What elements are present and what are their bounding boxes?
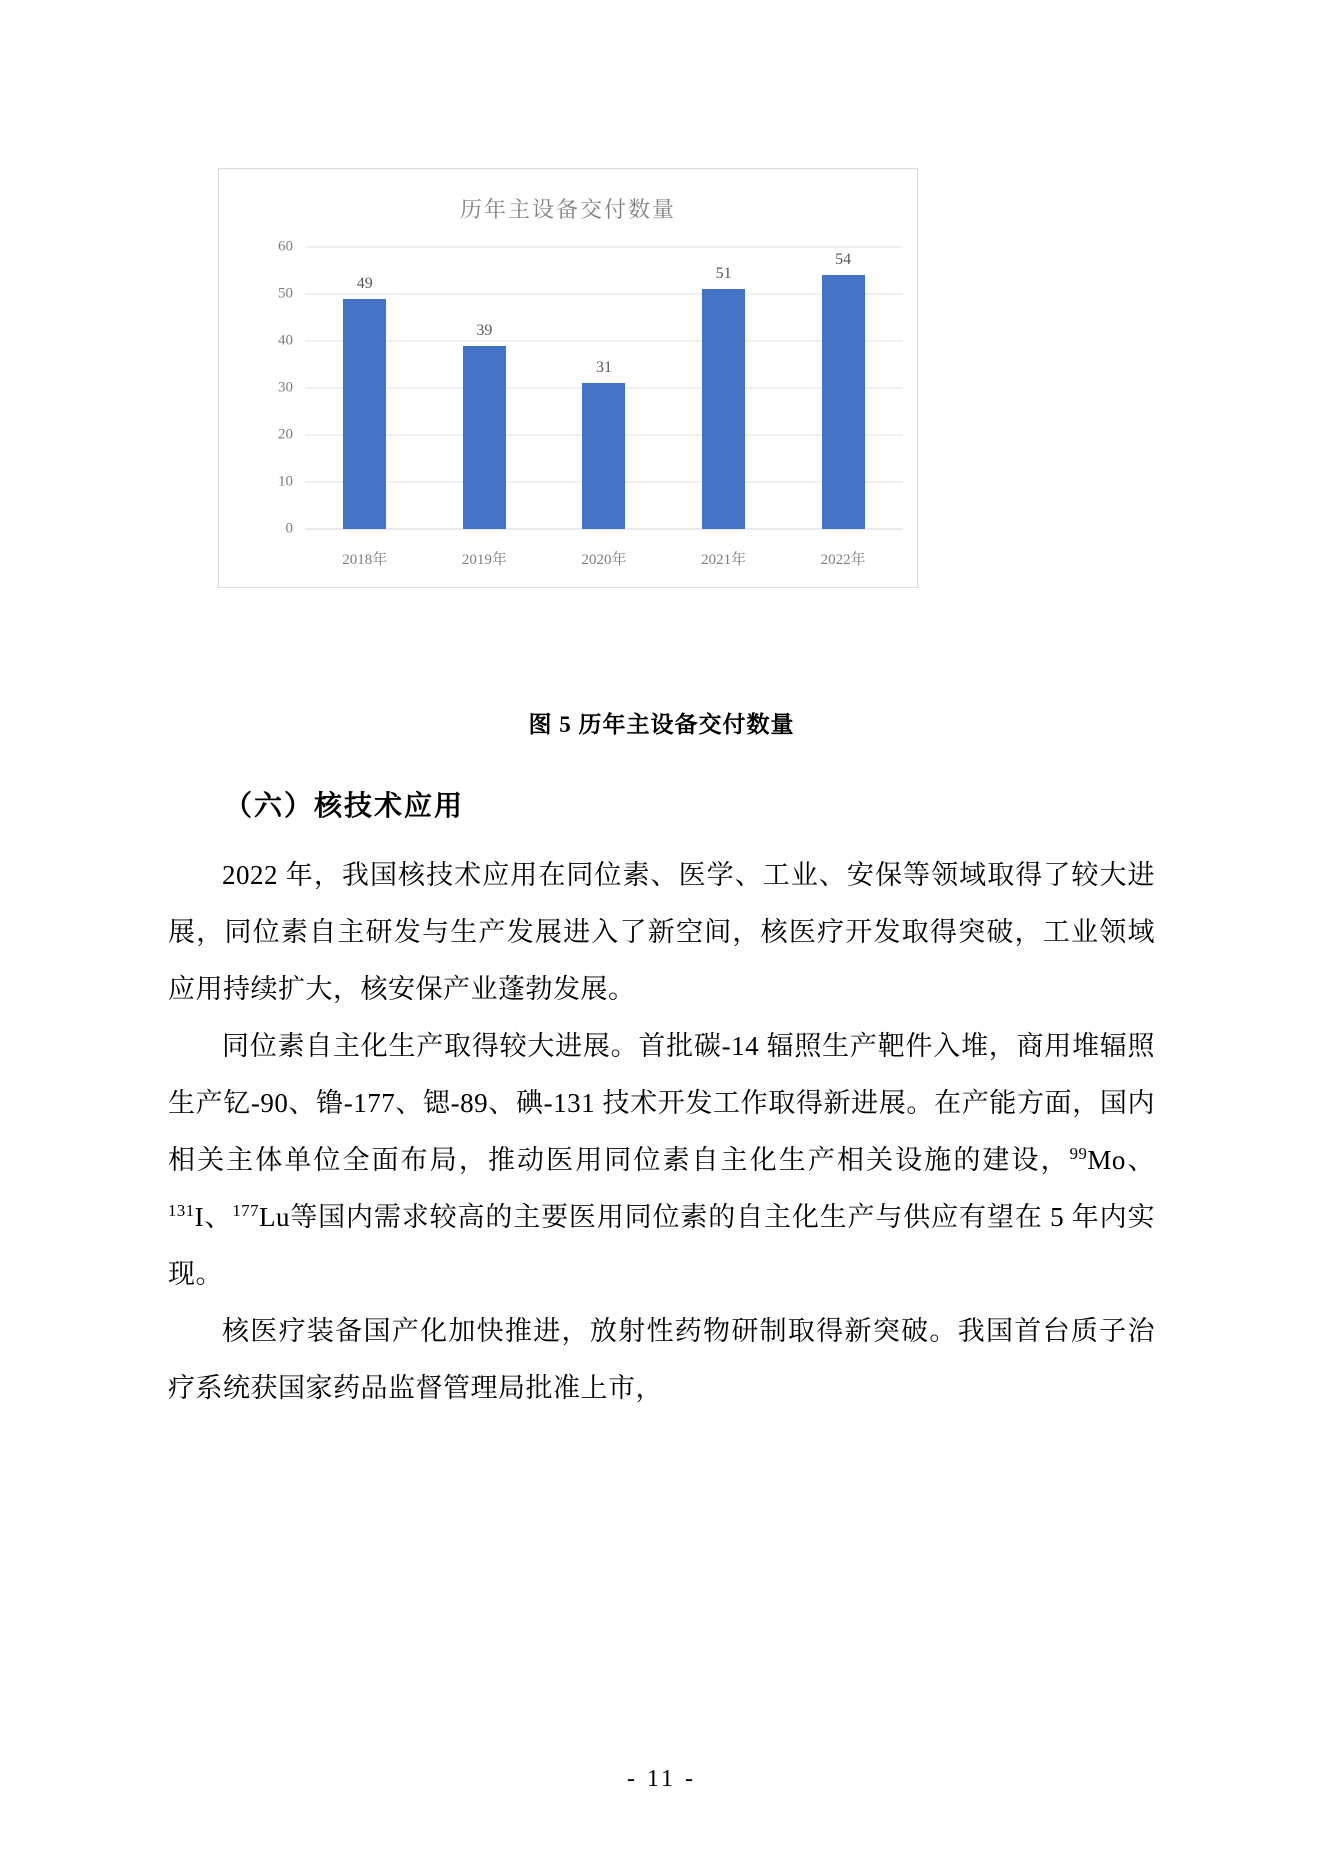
page-number-footer: - 11 - (626, 1766, 697, 1792)
chart-y-tick: 10 (278, 473, 293, 490)
chart-y-tick: 30 (278, 379, 293, 396)
chart-title: 历年主设备交付数量 (459, 197, 676, 222)
chart-bar-value-label: 39 (476, 321, 493, 339)
chart-bar (463, 346, 506, 529)
chart-bar-column (783, 247, 903, 529)
chart-y-tick: 20 (278, 426, 293, 443)
chart-bar-column (305, 247, 425, 529)
chart-bar (702, 289, 745, 529)
isotope-lu (232, 1202, 290, 1232)
figure-chart-container (218, 168, 918, 588)
figure-caption: 图 5 历年主设备交付数量 (528, 712, 795, 737)
chart-y-tick: 40 (278, 332, 293, 349)
document-body (168, 780, 1155, 1417)
isotope-i-mass: 131 (168, 1201, 195, 1221)
isotope-mo-mass: 99 (1069, 1144, 1088, 1164)
chart-y-tick: 60 (278, 238, 293, 255)
paragraph-3: 核医疗装备国产化加快推进，放射性药物研制取得新突破。我国首台质子治疗系统获国家药品监督管理局批准上市， (168, 1316, 1155, 1404)
chart-x-label: 2022年 (820, 552, 866, 568)
chart-x-label: 2019年 (461, 552, 507, 568)
paragraph-2-tail: 等国内需求较高的主要医用同位素的自主化生产与供应有望在 5 年内实现。 (168, 1202, 1156, 1290)
paragraph-1: 2022 年，我国核技术应用在同位素、医学、工业、安保等领域取得了较大进展，同位素自主研发与生产发展进入了新空间，核医疗开发取得突破，工业领域应用持续扩大，核安保产业蓬勃发展。 (168, 860, 1155, 1005)
chart-y-tick: 50 (278, 285, 293, 302)
isotope-lu-symbol: Lu (258, 1202, 290, 1233)
chart-bar-column (544, 247, 664, 529)
chart-bar-column (664, 247, 784, 529)
chart-bar (582, 383, 625, 529)
chart-bar (822, 275, 865, 529)
chart-bar-value-label: 54 (835, 251, 852, 269)
chart-bar (343, 299, 386, 529)
isotope-sep-1: 、 (1125, 1145, 1156, 1176)
chart-x-label: 2020年 (581, 552, 627, 568)
paragraph-2-head: 同位素自主化生产取得较大进展。首批碳-14 辐照生产靶件入堆，商用堆辐照生产钇-90、镥-177、锶-89、碘-131 技术开发工作取得新进展。在产能方面，国内相关主体单位全面布局，推动医用同位素自主化生产相关设施的建设， (168, 1031, 1155, 1176)
isotope-lu-mass: 177 (232, 1201, 259, 1221)
chart-bar-value-label: 31 (595, 359, 612, 377)
isotope-mo (1070, 1145, 1126, 1175)
chart-bar-value-label: 51 (715, 265, 732, 283)
chart-x-label: 2018年 (342, 552, 388, 568)
isotope-i-symbol: I (194, 1202, 205, 1233)
chart-bars (305, 247, 903, 529)
chart-frame (218, 168, 918, 588)
chart-plot-area (265, 238, 903, 537)
section-heading: （六）核技术应用 (224, 791, 465, 822)
chart-y-axis (265, 238, 299, 537)
chart-x-label: 2021年 (701, 552, 747, 568)
isotope-i (168, 1202, 204, 1232)
chart-bar-column (425, 247, 545, 529)
isotope-sep-2: 、 (204, 1202, 233, 1233)
chart-x-axis-labels (305, 548, 903, 569)
paragraph-2 (168, 1018, 1155, 1303)
chart-y-tick: 0 (285, 520, 293, 537)
chart-bar-value-label: 49 (356, 274, 373, 292)
isotope-mo-symbol: Mo (1087, 1145, 1126, 1176)
